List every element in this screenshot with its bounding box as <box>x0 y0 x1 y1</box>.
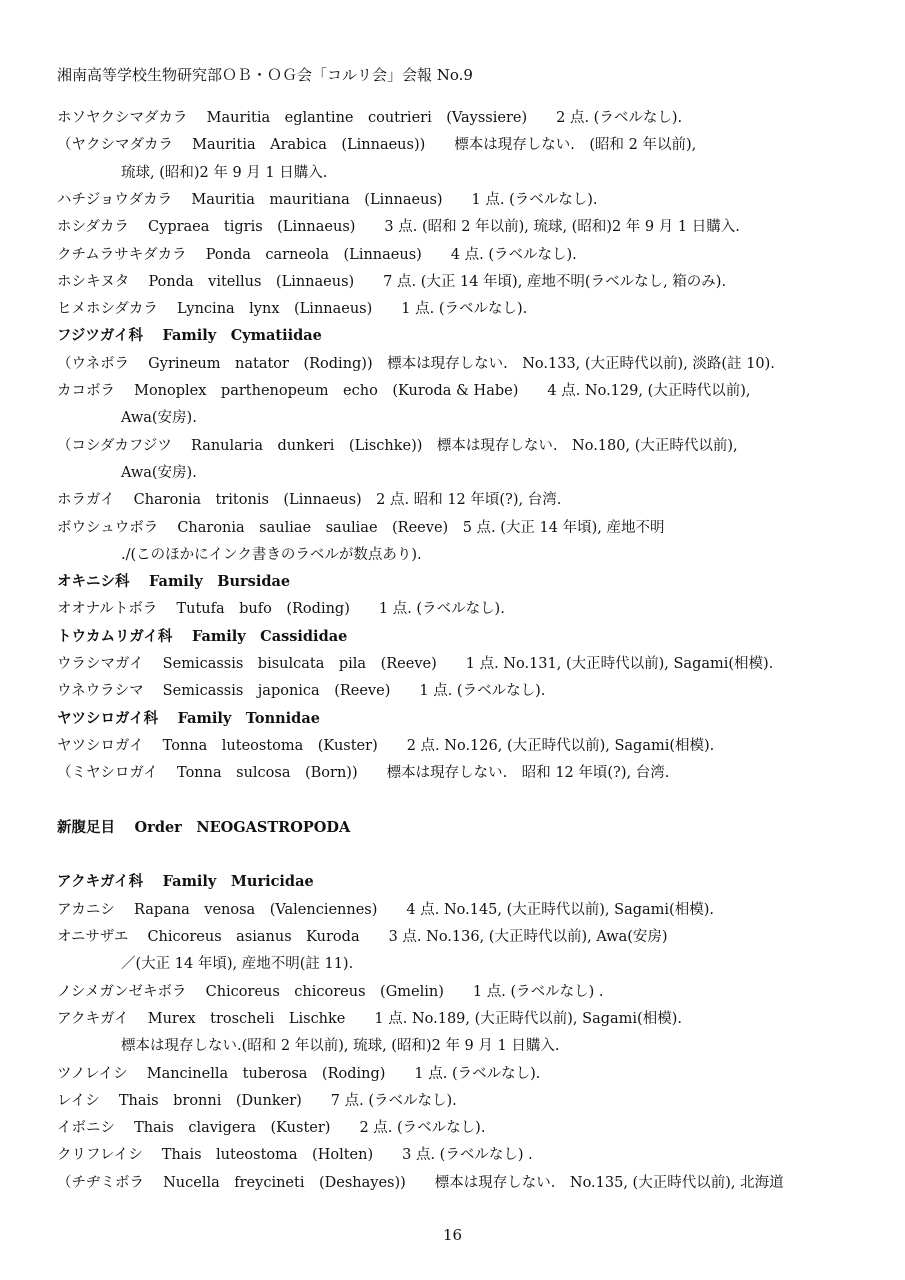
species-entry: ／(大正 14 年頃), 産地不明(註 11). <box>121 956 354 973</box>
species-entry: ホソヤクシマダカラ Mauritia eglantine coutrieri (Vayssiere) 2 点. (ラベルなし). <box>57 110 683 126</box>
species-entry: レイシ Thais bronni (Dunker) 7 点. (ラベルなし). <box>57 1092 457 1109</box>
species-entry: ハチジョウダカラ Mauritia mauritiana (Linnaeus) 1 点. (ラベルなし). <box>57 191 598 208</box>
species-entry: ホシダカラ Cypraea tigris (Linnaeus) 3 点. (昭和 2 年以前), 琉球, (昭和)2 年 9 月 1 日購入. <box>57 219 740 236</box>
section-heading: オキニシ科 Family Bursidae <box>57 573 291 591</box>
species-entry: イボニシ Thais clavigera (Kuster) 2 点. (ラベルなし). <box>57 1120 486 1137</box>
section-heading: 新腹足目 Order NEOGASTROPODA <box>57 818 351 836</box>
section-heading: ヤツシロガイ科 Family Tonnidae <box>57 709 320 727</box>
species-entry: Awa(安房). <box>121 410 197 427</box>
species-entry: ボウシュウボラ Charonia sauliae sauliae (Reeve) 5 点. (大正 14 年頃), 産地不明 <box>57 519 665 536</box>
species-entry: ホラガイ Charonia tritonis (Linnaeus) 2 点. 昭和 12 年頃(?), 台湾. <box>57 492 562 509</box>
species-entry: ヤツシロガイ Tonna luteostoma (Kuster) 2 点. No.126, (大正時代以前), Sagami(相模). <box>57 737 715 754</box>
species-entry: ノシメガンゼキボラ Chicoreus chicoreus (Gmelin) 1 点. (ラベルなし) . <box>57 983 604 1000</box>
section-heading: アクキガイ科 Family Muricidae <box>57 873 314 891</box>
species-entry: ウネウラシマ Semicassis japonica (Reeve) 1 点. (ラベルなし). <box>57 683 546 700</box>
species-entry: （ヤクシマダカラ Mauritia Arabica (Linnaeus)) 標本は現存しない. (昭和 2 年以前), <box>57 137 697 154</box>
species-entry: 標本は現存しない.(昭和 2 年以前), 琉球, (昭和)2 年 9 月 1 日購入. <box>121 1038 560 1055</box>
species-entry: クチムラサキダカラ Ponda carneola (Linnaeus) 4 点. (ラベルなし). <box>57 246 577 263</box>
species-entry: （ミヤシロガイ Tonna sulcosa (Born)) 標本は現存しない. 昭和 12 年頃(?), 台湾. <box>57 765 670 782</box>
species-entry: オオナルトボラ Tutufa bufo (Roding) 1 点. (ラベルなし). <box>57 601 505 618</box>
species-entry: （コシダカフジツ Ranularia dunkeri (Lischke)) 標本は現存しない. No.180, (大正時代以前), <box>57 437 738 454</box>
species-entry: オニサザエ Chicoreus asianus Kuroda 3 点. No.136, (大正時代以前), Awa(安房) <box>57 929 668 945</box>
species-entry: クリフレイシ Thais luteostoma (Holten) 3 点. (ラベルなし) . <box>57 1147 533 1164</box>
species-entry: ヒメホシダカラ Lyncina lynx (Linnaeus) 1 点. (ラベルなし). <box>57 301 528 318</box>
species-entry: アクキガイ Murex troscheli Lischke 1 点. No.189, (大正時代以前), Sagami(相模). <box>57 1010 682 1027</box>
species-entry: カコボラ Monoplex parthenopeum echo (Kuroda & Habe) 4 点. No.129, (大正時代以前), <box>57 383 751 399</box>
species-entry: ./(このほかにインク書きのラベルが数点あり). <box>121 546 422 563</box>
page-number: 16 <box>442 1226 463 1244</box>
section-heading: トウカムリガイ科 Family Cassididae <box>57 627 348 645</box>
species-entry: アカニシ Rapana venosa (Valenciennes) 4 点. No.145, (大正時代以前), Sagami(相模). <box>57 901 714 918</box>
section-heading: フジツガイ科 Family Cymatiidae <box>57 327 322 345</box>
species-entry: ツノレイシ Mancinella tuberosa (Roding) 1 点. (ラベルなし). <box>57 1065 541 1082</box>
species-entry: （チヂミボラ Nucella freycineti (Deshayes)) 標本は現存しない. No.135, (大正時代以前), 北海道 <box>57 1174 784 1191</box>
page-header: 湘南高等学校生物研究部ＯＢ・ＯＧ会「コルリ会」会報 No.9 <box>57 66 473 84</box>
species-entry: Awa(安房). <box>121 464 197 481</box>
species-entry: 琉球, (昭和)2 年 9 月 1 日購入. <box>121 164 328 181</box>
species-entry: ウラシマガイ Semicassis bisulcata pila (Reeve) 1 点. No.131, (大正時代以前), Sagami(相模). <box>57 656 774 672</box>
species-entry: ホシキヌタ Ponda vitellus (Linnaeus) 7 点. (大正 14 年頃), 産地不明(ラベルなし, 箱のみ). <box>57 273 727 290</box>
species-entry: （ウネボラ Gyrineum natator (Roding)) 標本は現存しない. No.133, (大正時代以前), 淡路(註 10). <box>57 355 775 372</box>
